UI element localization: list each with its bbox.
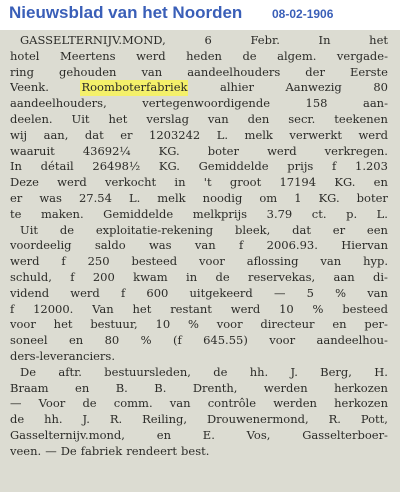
article-line bbox=[10, 175, 388, 191]
article-word: van bbox=[320, 254, 342, 269]
article-word: 5 bbox=[306, 285, 314, 300]
article-line bbox=[10, 349, 388, 365]
article-line bbox=[10, 317, 388, 333]
article-word: in bbox=[174, 175, 186, 190]
article-word: Reiling, bbox=[142, 412, 188, 427]
article-word: L. bbox=[376, 206, 388, 221]
article-word: schuld, bbox=[10, 269, 52, 284]
article-word: saldo bbox=[94, 238, 126, 253]
article-word: comm. bbox=[113, 396, 153, 411]
article-word: in bbox=[186, 269, 198, 284]
article-word: B. bbox=[154, 380, 167, 395]
article-word: groot bbox=[229, 175, 262, 190]
article-word: van bbox=[169, 396, 191, 411]
article-word: herkozen bbox=[334, 396, 388, 411]
article-word: 2006.93. bbox=[266, 238, 318, 253]
article-word: Uit bbox=[20, 222, 38, 237]
article-word: Voor bbox=[38, 396, 66, 411]
article-word: voor bbox=[10, 317, 36, 332]
article-word: KG. bbox=[158, 143, 180, 158]
article-word: herkozen bbox=[334, 380, 388, 395]
article-word: 3.79 bbox=[266, 206, 293, 221]
article-word: % bbox=[335, 285, 347, 300]
article-word: kwam bbox=[133, 269, 168, 284]
article-line bbox=[10, 365, 388, 381]
article-word: J. bbox=[82, 412, 90, 427]
article-word: — bbox=[273, 285, 286, 300]
article-word: het bbox=[369, 33, 388, 47]
article-word: — bbox=[45, 443, 57, 458]
clipping-header bbox=[0, 0, 400, 30]
article-word: werd bbox=[230, 301, 261, 316]
article-line bbox=[10, 333, 388, 349]
article-word: di- bbox=[373, 269, 388, 284]
article-word: werd bbox=[136, 48, 166, 63]
article-word: voor bbox=[199, 254, 225, 269]
article-line bbox=[10, 396, 388, 412]
article-word: was bbox=[148, 238, 172, 253]
article-word: veen. bbox=[10, 443, 42, 458]
article-word: f bbox=[61, 254, 66, 269]
article-word: aan- bbox=[362, 96, 388, 111]
article-word: wij bbox=[10, 127, 28, 142]
article-word: Gemiddelde bbox=[198, 159, 269, 174]
article-word: aan, bbox=[43, 127, 69, 142]
article-word: voor bbox=[269, 333, 296, 348]
article-line bbox=[10, 96, 388, 112]
article-word: van bbox=[141, 64, 163, 79]
article-word: verkregen. bbox=[324, 143, 388, 158]
article-word: van bbox=[207, 111, 229, 126]
article-line bbox=[10, 207, 388, 223]
article-word: 10 bbox=[155, 317, 171, 332]
article-word: den bbox=[247, 111, 270, 126]
article-word: ring bbox=[10, 64, 34, 79]
article-word: der bbox=[305, 64, 325, 79]
article-word: 27.54 bbox=[78, 190, 112, 205]
article-word: voordeelig bbox=[10, 238, 72, 253]
article-word: en bbox=[373, 175, 388, 190]
article-word: was bbox=[39, 190, 62, 205]
article-line bbox=[10, 428, 388, 444]
article-word: er bbox=[10, 190, 23, 205]
article-word: GASSELTERNIJV.MOND, bbox=[20, 33, 166, 47]
article-word: Meertens bbox=[59, 48, 116, 63]
article-word: L. bbox=[128, 190, 141, 205]
article-word: de bbox=[213, 364, 228, 379]
article-word: per- bbox=[364, 317, 388, 332]
article-word: waaruit bbox=[10, 143, 55, 158]
article-word: secr. bbox=[288, 111, 316, 126]
article-word: werd bbox=[10, 254, 40, 269]
article-word: en bbox=[68, 333, 84, 348]
article-line bbox=[10, 286, 388, 302]
article-word: Van bbox=[92, 301, 114, 316]
article-word: teekenen bbox=[334, 111, 388, 126]
article-word: het bbox=[132, 301, 152, 316]
article-word: 200 bbox=[92, 269, 115, 284]
newspaper-title: Nieuwsblad van het Noorden bbox=[9, 3, 243, 22]
article-word: J. bbox=[290, 364, 298, 379]
article-word: Aanwezig bbox=[285, 80, 342, 95]
article-word: B. bbox=[115, 380, 128, 395]
article-word: reservekas, bbox=[247, 269, 316, 284]
article-word: aftr. bbox=[58, 364, 82, 379]
article-line bbox=[10, 223, 388, 239]
article-word: KG. bbox=[334, 175, 356, 190]
article-word: 10 bbox=[279, 301, 294, 316]
article-word: restant bbox=[170, 301, 212, 316]
article-word: verslag bbox=[146, 111, 189, 126]
article-word: boter bbox=[207, 143, 239, 158]
article-word: melk bbox=[244, 127, 273, 142]
article-line bbox=[10, 238, 388, 254]
article-word: Braam bbox=[10, 380, 49, 395]
article-word: KG. bbox=[158, 159, 180, 174]
article-word: f bbox=[10, 301, 15, 316]
article-word: 80 bbox=[373, 80, 388, 95]
article-word: soneel bbox=[10, 333, 48, 348]
article-line bbox=[10, 49, 388, 65]
article-word: bleek, bbox=[235, 222, 271, 237]
article-word: het bbox=[108, 111, 128, 126]
article-word: verkocht bbox=[104, 175, 157, 190]
article-line bbox=[10, 128, 388, 144]
article-word: noodig bbox=[202, 190, 243, 205]
article-word: % bbox=[140, 333, 152, 348]
article-word: de bbox=[242, 48, 257, 63]
article-word: werden bbox=[273, 396, 317, 411]
article-word: dat bbox=[84, 127, 104, 142]
article-word: best. bbox=[181, 443, 210, 458]
article-word: bestuur, bbox=[90, 317, 138, 332]
article-word: er bbox=[332, 222, 346, 237]
article-word: Pott, bbox=[360, 412, 388, 427]
article-word: de bbox=[10, 412, 25, 427]
article-word: boter bbox=[356, 190, 388, 205]
article-word: dat bbox=[292, 222, 311, 237]
publication-date: 08-02-1906 bbox=[272, 7, 334, 21]
article-line bbox=[10, 254, 388, 270]
article-word: ders-leveranciers. bbox=[10, 348, 115, 363]
article-word: van bbox=[194, 238, 216, 253]
article-word: vertegenwoordigende bbox=[142, 96, 271, 111]
article-word: Drenth, bbox=[192, 380, 238, 395]
article-word: Berg, bbox=[320, 364, 352, 379]
article-word: Uit bbox=[71, 111, 90, 126]
article-word: melk bbox=[157, 190, 186, 205]
article-line bbox=[10, 33, 388, 49]
article-word: De bbox=[20, 364, 37, 379]
newspaper-clipping bbox=[0, 30, 400, 492]
article-line bbox=[10, 302, 388, 318]
article-word: er bbox=[120, 127, 133, 142]
article-word: exploitatie-rekening bbox=[95, 222, 214, 237]
article-word: 80 bbox=[104, 333, 120, 348]
article-word: aandeelhouders, bbox=[10, 96, 107, 111]
article-word: Gemiddelde bbox=[103, 206, 174, 221]
article-word: aandeelhouders bbox=[187, 64, 281, 79]
article-word: en bbox=[332, 317, 347, 332]
article-word: Drouwenermond, bbox=[206, 412, 309, 427]
article-word: 1203242 bbox=[149, 127, 201, 142]
article-word: bestuursleden, bbox=[104, 364, 191, 379]
article-word: f bbox=[239, 238, 244, 253]
article-word: melkprijs bbox=[192, 206, 248, 221]
article-word: 1.203 bbox=[355, 159, 388, 174]
article-line bbox=[10, 191, 388, 207]
article-word: aan bbox=[333, 269, 355, 284]
article-word: de bbox=[82, 396, 97, 411]
article-word: alhier bbox=[220, 80, 254, 95]
article-word: L. bbox=[216, 127, 229, 142]
article-word: R. bbox=[109, 412, 123, 427]
article-word: gehouden bbox=[58, 64, 117, 79]
article-word: algem. bbox=[277, 48, 317, 63]
article-word: maken. bbox=[41, 206, 84, 221]
article-word: 't bbox=[203, 175, 212, 190]
article-line bbox=[10, 412, 388, 428]
article-word: een bbox=[366, 222, 388, 237]
article-line bbox=[10, 270, 388, 286]
article-word: prijs bbox=[287, 159, 314, 174]
article-word: uitgekeerd bbox=[189, 285, 253, 300]
article-word: aandeelhou- bbox=[316, 333, 388, 348]
article-word: en bbox=[75, 380, 90, 395]
article-word: Febr. bbox=[250, 33, 280, 47]
article-word: werd bbox=[267, 143, 297, 158]
article-word: 645.55) bbox=[203, 333, 248, 348]
article-word: 1 bbox=[294, 190, 302, 205]
article-word: werd bbox=[70, 285, 100, 300]
article-word: 600 bbox=[146, 285, 169, 300]
article-word: besteed bbox=[342, 301, 388, 316]
article-word: aflossing bbox=[246, 254, 299, 269]
article-word: 12000. bbox=[33, 301, 74, 316]
article-word: f bbox=[332, 159, 337, 174]
article-word: de bbox=[59, 222, 74, 237]
article-word: heden bbox=[186, 48, 222, 63]
article-word: KG. bbox=[318, 190, 340, 205]
article-word: Veenk. bbox=[10, 80, 49, 95]
article-word: 158 bbox=[305, 96, 328, 111]
article-word: vidend bbox=[10, 285, 50, 300]
article-word: % bbox=[312, 301, 324, 316]
article-word: 26498½ bbox=[92, 159, 141, 174]
article-word: van bbox=[367, 285, 388, 300]
article-word: verwerkt bbox=[289, 127, 342, 142]
article-line bbox=[10, 444, 388, 460]
article-word: voor bbox=[216, 317, 243, 332]
article-word: besteed bbox=[131, 254, 178, 269]
article-line bbox=[10, 159, 388, 175]
article-word: deelen. bbox=[10, 111, 53, 126]
article-word: p. bbox=[346, 206, 358, 221]
article-word: het bbox=[53, 317, 73, 332]
article-word: contrôle bbox=[207, 396, 257, 411]
article-word: 43692¼ bbox=[82, 143, 131, 158]
article-word: 6 bbox=[204, 33, 212, 47]
article-word: werden bbox=[263, 380, 308, 395]
highlighted-search-term: Roomboterfabriek bbox=[81, 80, 188, 95]
article-word: vergade- bbox=[336, 48, 388, 63]
article-word: f bbox=[70, 269, 75, 284]
article-word: — bbox=[10, 396, 22, 411]
article-word: en bbox=[156, 427, 171, 442]
article-word: R. bbox=[328, 412, 341, 427]
article-word: rendeert bbox=[126, 443, 178, 458]
article-word: f bbox=[120, 285, 126, 300]
article-word: hh. bbox=[249, 364, 269, 379]
article-word: hh. bbox=[44, 412, 63, 427]
article-word: Deze bbox=[10, 175, 39, 190]
article-word: In bbox=[10, 159, 22, 174]
article-word: Gasselternijv.mond, bbox=[10, 427, 125, 442]
article-line bbox=[10, 112, 388, 128]
article-word: De bbox=[60, 443, 77, 458]
article-word: détail bbox=[40, 159, 74, 174]
article-word: In bbox=[318, 33, 331, 47]
article-word: Eerste bbox=[349, 64, 388, 79]
article-word: Hiervan bbox=[341, 238, 388, 253]
article-line bbox=[10, 80, 388, 96]
article-word: om bbox=[259, 190, 278, 205]
article-word: de bbox=[215, 269, 230, 284]
article-word: % bbox=[187, 317, 199, 332]
article-word: 250 bbox=[87, 254, 110, 269]
article-word: te bbox=[10, 206, 22, 221]
article-text bbox=[10, 33, 388, 460]
article-line bbox=[10, 381, 388, 397]
article-word: H. bbox=[374, 364, 388, 379]
article-word: werd bbox=[358, 127, 388, 142]
article-line bbox=[10, 65, 388, 81]
article-word: 17194 bbox=[279, 175, 317, 190]
article-line bbox=[10, 144, 388, 160]
article-word: (f bbox=[172, 333, 182, 348]
article-word: werd bbox=[57, 175, 87, 190]
article-word: Gasselterboer- bbox=[302, 427, 388, 442]
article-word: ct. bbox=[311, 206, 327, 221]
article-word: directeur bbox=[260, 317, 315, 332]
article-word: E. bbox=[202, 427, 215, 442]
article-word: Vos, bbox=[246, 427, 271, 442]
article-word: hotel bbox=[10, 48, 40, 63]
article-word: fabriek bbox=[80, 443, 123, 458]
article-word: hyp. bbox=[363, 254, 388, 269]
